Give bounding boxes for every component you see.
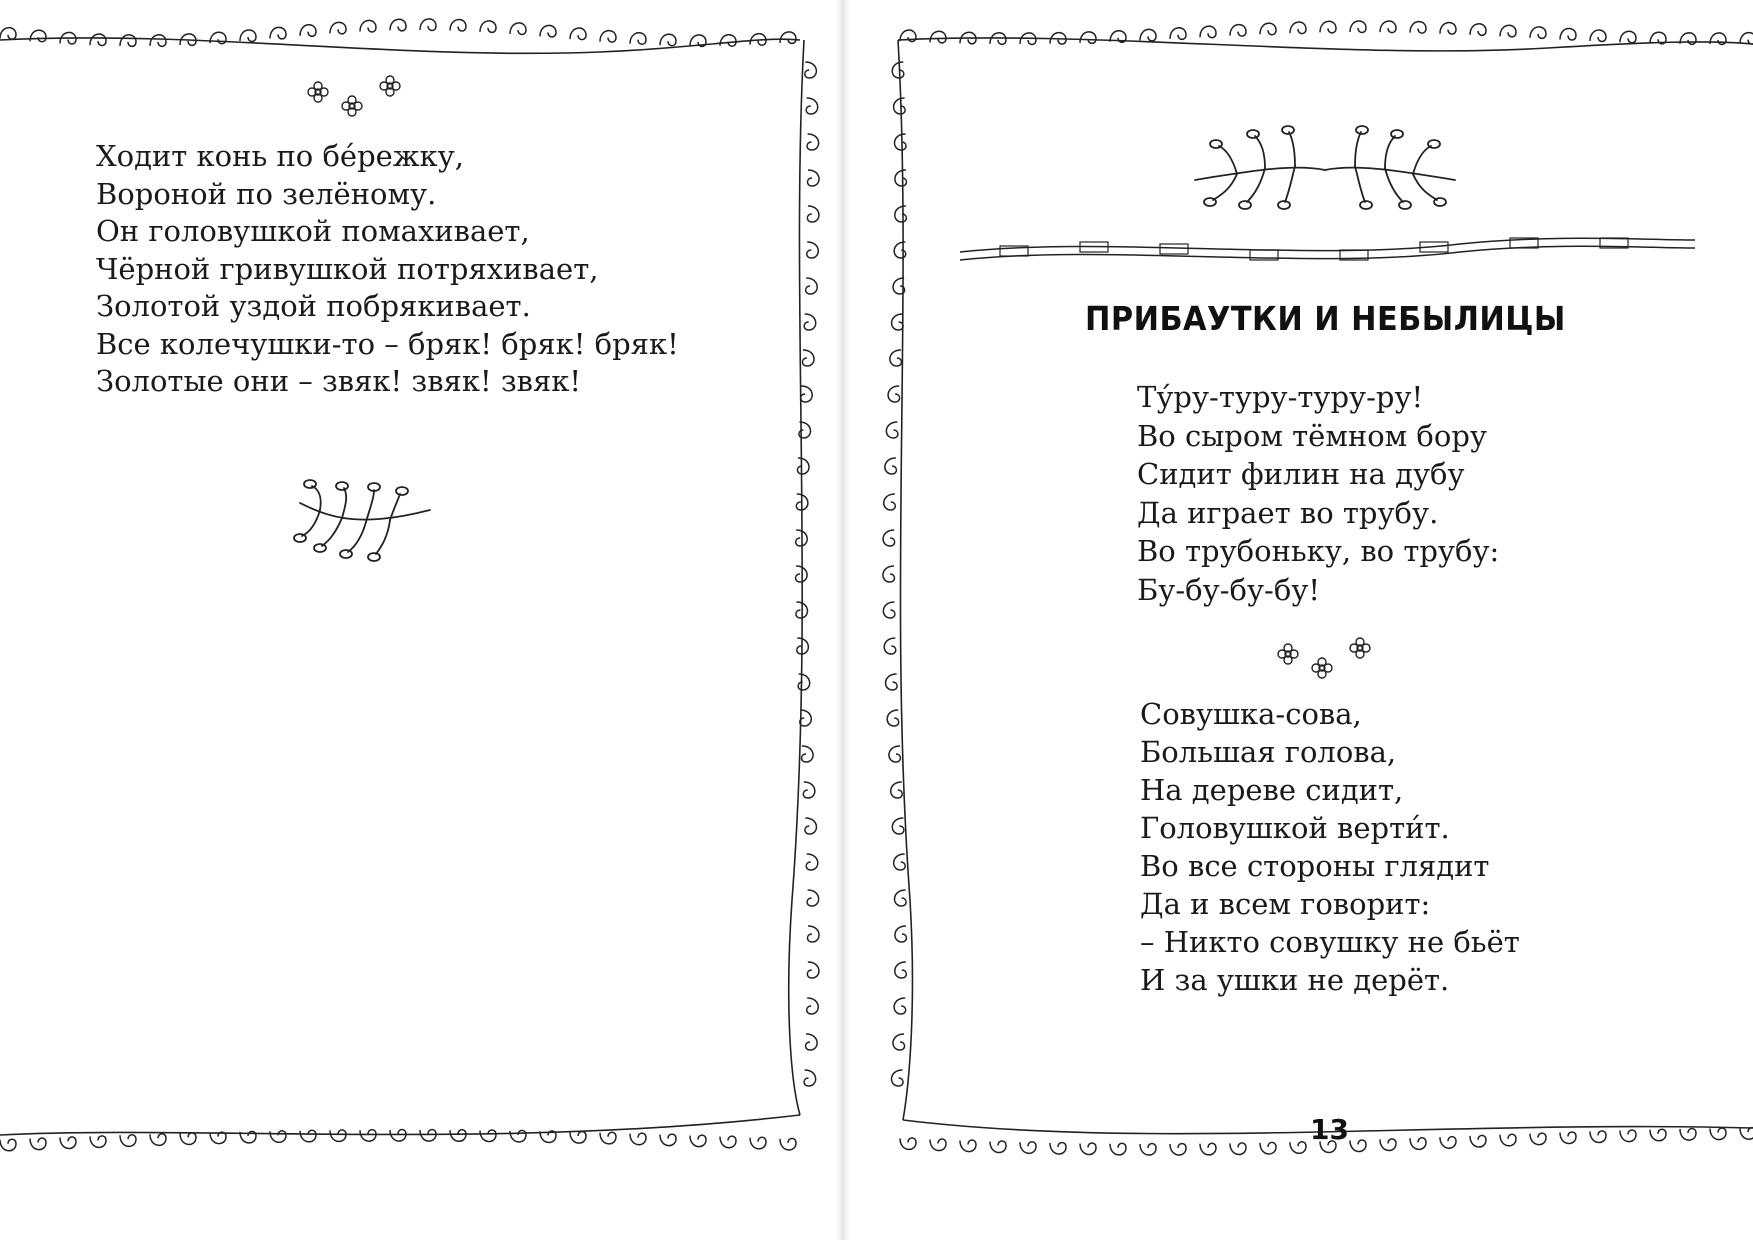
poem-line: Он головушкой помахивает, <box>96 214 530 248</box>
border-curl <box>805 818 817 834</box>
border-curl <box>660 1134 676 1146</box>
border-curl <box>1620 31 1636 43</box>
border-curl <box>270 1131 286 1143</box>
border-curl <box>60 1137 76 1149</box>
border-curl <box>1710 1128 1726 1140</box>
poem-owl-trumpet <box>1137 378 1499 609</box>
border-curl <box>895 170 907 186</box>
border-curl <box>1260 23 1276 35</box>
border-curl <box>886 422 898 438</box>
border-curl <box>1200 1143 1216 1155</box>
border-curl <box>420 1130 436 1142</box>
border-curl <box>120 1135 136 1147</box>
border-curl <box>480 21 496 33</box>
border-curl <box>1140 29 1156 41</box>
border-curl <box>885 458 897 474</box>
border-curl <box>90 34 106 46</box>
border-curl <box>300 25 316 37</box>
border-curl <box>1470 1135 1486 1147</box>
poem-line: Вороной по зелёному. <box>96 176 437 211</box>
border-curl <box>801 386 813 402</box>
border-curl <box>630 33 646 45</box>
poem-line: Да играет во трубу. <box>1137 495 1439 530</box>
border-curl <box>895 926 907 942</box>
poem-line: Головушкой верти́т. <box>1140 811 1450 845</box>
border-curl <box>180 1133 196 1145</box>
border-curl <box>804 314 816 330</box>
border-curl <box>1380 21 1396 33</box>
border-curl <box>894 98 906 114</box>
poem-line: Совушка-сова, <box>1140 697 1362 731</box>
poem-line: Бу-бу-бу-бу! <box>1137 572 1320 607</box>
border-curl <box>390 19 406 31</box>
border-curl <box>720 1136 736 1148</box>
border-curl <box>892 62 904 78</box>
border-curl <box>1080 1143 1096 1155</box>
border-curl <box>510 1130 526 1142</box>
border-curl <box>1410 22 1426 34</box>
border-curl <box>930 1139 946 1151</box>
border-curl <box>805 62 817 78</box>
page-number: 13 <box>1310 1113 1349 1146</box>
border-curl <box>1440 23 1456 35</box>
border-curl <box>990 1141 1006 1153</box>
border-curl <box>807 170 819 186</box>
border-curl <box>150 35 166 47</box>
border-curl <box>895 962 907 978</box>
poem-line: Ту́ру-туру-туру-ру! <box>1137 380 1424 414</box>
border-curl <box>886 674 898 690</box>
border-curl <box>806 1034 818 1050</box>
border-curl <box>1290 22 1306 34</box>
border-curl <box>1590 30 1606 42</box>
border-curl <box>893 1034 905 1050</box>
border-curl <box>1140 1143 1156 1155</box>
border-curl <box>1170 1143 1186 1155</box>
border-curl <box>0 28 16 40</box>
three-flowers-icon <box>1270 636 1380 684</box>
border-curl <box>804 1070 816 1086</box>
border-curl <box>1620 1130 1636 1142</box>
border-curl <box>480 1130 496 1142</box>
poem-line: Во трубоньку, во трубу: <box>1137 534 1500 568</box>
border-curl <box>930 31 946 43</box>
border-curl <box>1680 1129 1696 1141</box>
border-curl <box>807 134 819 150</box>
border-curl <box>360 20 376 32</box>
poem-line: Золотой уздой побрякивает. <box>96 289 531 323</box>
border-curl <box>1650 1129 1666 1141</box>
border-curl <box>600 1132 616 1144</box>
poem-line: И за ушки не дерёт. <box>1140 963 1450 997</box>
border-curl <box>1020 1142 1036 1154</box>
border-curl <box>330 22 346 34</box>
border-curl <box>1740 1128 1753 1140</box>
border-curl <box>806 854 818 870</box>
poem-line: Сидит филин на дубу <box>1137 457 1465 491</box>
border-curl <box>1530 27 1546 39</box>
border-curl <box>892 1070 904 1086</box>
border-curl <box>630 1133 646 1145</box>
poem-little-owl <box>1140 695 1520 999</box>
border-curl <box>90 1136 106 1148</box>
border-curl <box>891 782 903 798</box>
border-curl <box>1170 28 1186 40</box>
border-curl <box>890 350 902 366</box>
border-curl <box>1050 1142 1066 1154</box>
double-branch-icon <box>1185 120 1465 220</box>
border-curl <box>720 35 736 47</box>
poem-line: Ходит конь по бе́режку, <box>96 139 464 173</box>
poem-line: Золотые они – звяк! звяк! звяк! <box>96 364 582 398</box>
border-curl <box>1500 1134 1516 1146</box>
border-curl <box>450 19 466 31</box>
border-curl <box>1530 1133 1546 1145</box>
border-curl <box>780 1138 796 1150</box>
border-curl <box>600 31 616 43</box>
border-curl <box>30 1138 46 1150</box>
border-curl <box>894 134 906 150</box>
border-curl <box>894 242 906 258</box>
border-curl <box>1590 1131 1606 1143</box>
poem-line: – Никто совушку не бьёт <box>1140 925 1520 959</box>
border-curl <box>894 854 906 870</box>
poem-line: На дереве сидит, <box>1140 773 1404 807</box>
border-curl <box>895 890 907 906</box>
border-curl <box>1560 1132 1576 1144</box>
border-curl <box>570 1132 586 1144</box>
border-curl <box>1440 1137 1456 1149</box>
border-curl <box>802 350 814 366</box>
border-curl <box>510 23 526 35</box>
border-curl <box>806 98 818 114</box>
border-curl <box>1200 26 1216 38</box>
border-curl <box>1560 28 1576 40</box>
border-curl <box>570 28 586 40</box>
border-curl <box>30 30 46 42</box>
border-curl <box>270 27 286 39</box>
border-curl <box>894 998 906 1014</box>
poem-line: Чёрной гривушкой потряхивает, <box>96 251 599 286</box>
border-curl <box>807 926 819 942</box>
border-curl <box>889 746 901 762</box>
border-curl <box>807 242 819 258</box>
border-curl <box>450 1130 466 1142</box>
border-curl <box>803 782 815 798</box>
border-curl <box>1110 1143 1126 1155</box>
ribbon-divider <box>960 226 1695 274</box>
poem-line: Большая голова, <box>1140 735 1397 769</box>
border-curl <box>1380 1139 1396 1151</box>
poem-line: Да и всем говорит: <box>1140 887 1431 921</box>
border-curl <box>120 35 136 47</box>
border-curl <box>883 566 895 582</box>
border-curl <box>540 25 556 37</box>
border-curl <box>807 206 819 222</box>
poem-horse <box>96 138 679 401</box>
border-curl <box>1500 25 1516 37</box>
border-curl <box>807 890 819 906</box>
border-curl <box>150 1134 166 1146</box>
border-curl <box>883 602 895 618</box>
three-flowers-icon <box>300 74 410 122</box>
border-curl <box>797 458 809 474</box>
border-curl <box>240 30 256 42</box>
border-curl <box>806 278 818 294</box>
border-curl <box>330 1130 346 1142</box>
border-curl <box>750 1137 766 1149</box>
border-curl <box>892 314 904 330</box>
border-curl <box>802 746 814 762</box>
border-curl <box>796 566 808 582</box>
border-curl <box>390 1130 406 1142</box>
border-curl <box>1410 1138 1426 1150</box>
border-curl <box>780 32 796 44</box>
border-curl <box>300 1130 316 1142</box>
border-curl <box>884 638 896 654</box>
border-curl <box>887 710 899 726</box>
border-curl <box>1350 21 1366 33</box>
border-curl <box>892 818 904 834</box>
border-curl <box>690 1135 706 1147</box>
border-curl <box>1470 24 1486 36</box>
border-curl <box>883 530 895 546</box>
border-curl <box>888 386 900 402</box>
border-curl <box>1260 1142 1276 1154</box>
border-curl <box>807 998 819 1014</box>
poem-line: Все колечушки-то – бряк! бряк! бряк! <box>96 326 679 361</box>
branch-icon <box>290 478 440 568</box>
left-page <box>0 0 838 1240</box>
border-curl <box>884 494 896 510</box>
border-curl <box>1080 32 1096 44</box>
poem-line: Во сыром тёмном бору <box>1137 418 1487 453</box>
border-curl <box>960 1140 976 1152</box>
border-curl <box>360 1130 376 1142</box>
border-curl <box>807 962 819 978</box>
border-curl <box>1230 25 1246 37</box>
border-curl <box>1290 1142 1306 1154</box>
border-curl <box>1230 1143 1246 1155</box>
border-curl <box>798 674 810 690</box>
border-curl <box>0 1139 16 1151</box>
border-curl <box>900 1138 916 1150</box>
poem-line: Во все стороны глядит <box>1140 849 1490 883</box>
border-curl <box>1350 1140 1366 1152</box>
border-curl <box>895 206 907 222</box>
border-curl <box>420 19 436 31</box>
border-curl <box>1320 21 1336 33</box>
border-curl <box>660 34 676 46</box>
section-title: ПРИБАУТКИ И НЕБЫЛИЦЫ <box>1085 299 1566 338</box>
